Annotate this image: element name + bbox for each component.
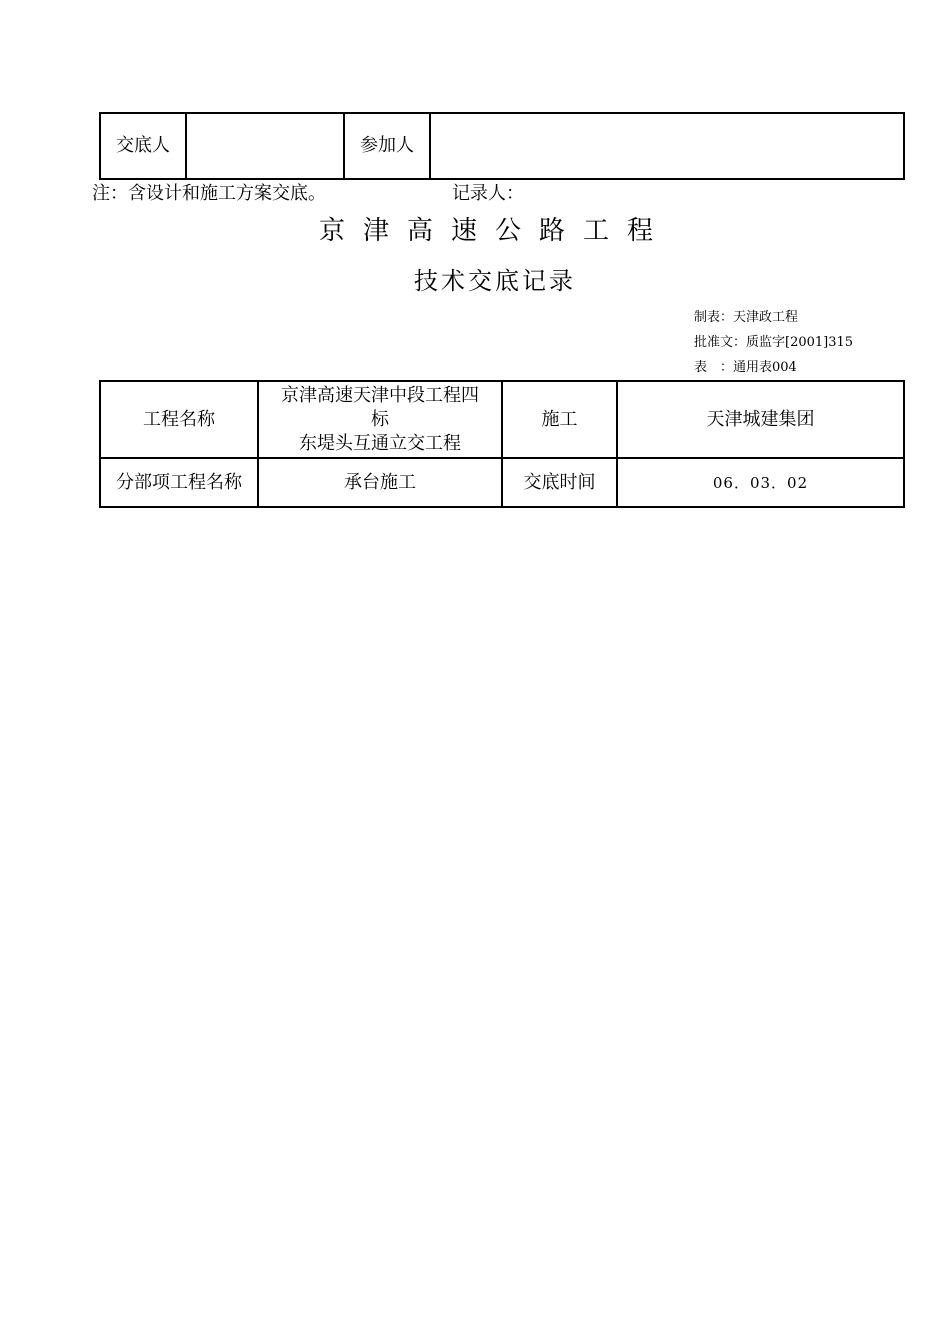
document-subtitle: 技术交底记录 [414, 267, 576, 295]
project-name-line: 东堤头互通立交工程 [299, 432, 461, 454]
construction-value: 天津城建集团 [617, 381, 904, 458]
project-name-line: 标 [371, 408, 389, 430]
project-name-label: 工程名称 [100, 381, 258, 458]
form-number: 表 ：通用表004 [694, 360, 797, 375]
subproject-label: 分部项工程名称 [100, 458, 258, 507]
presenter-value [186, 113, 344, 179]
subproject-value: 承台施工 [258, 458, 502, 507]
handover-time-value: 06．03．02 [617, 458, 904, 507]
project-name-line: 京津高速天津中段工程四 [281, 384, 479, 406]
document-title: 京津高速公路工程 [318, 216, 671, 246]
signature-table [99, 112, 905, 180]
approval-document: 批准文：质监字[2001]315 [694, 335, 854, 350]
participants-value [430, 113, 904, 179]
construction-label: 施工 [502, 381, 617, 458]
recorder-label: 记录人： [452, 183, 524, 204]
handover-time-label: 交底时间 [502, 458, 617, 507]
form-maker: 制表：天津政工程 [694, 310, 799, 325]
project-name-value [258, 381, 502, 458]
presenter-label: 交底人 [100, 113, 186, 179]
note-text: 注：含设计和施工方案交底。 [92, 183, 326, 204]
project-info-table [99, 380, 905, 508]
participants-label: 参加人 [344, 113, 430, 179]
